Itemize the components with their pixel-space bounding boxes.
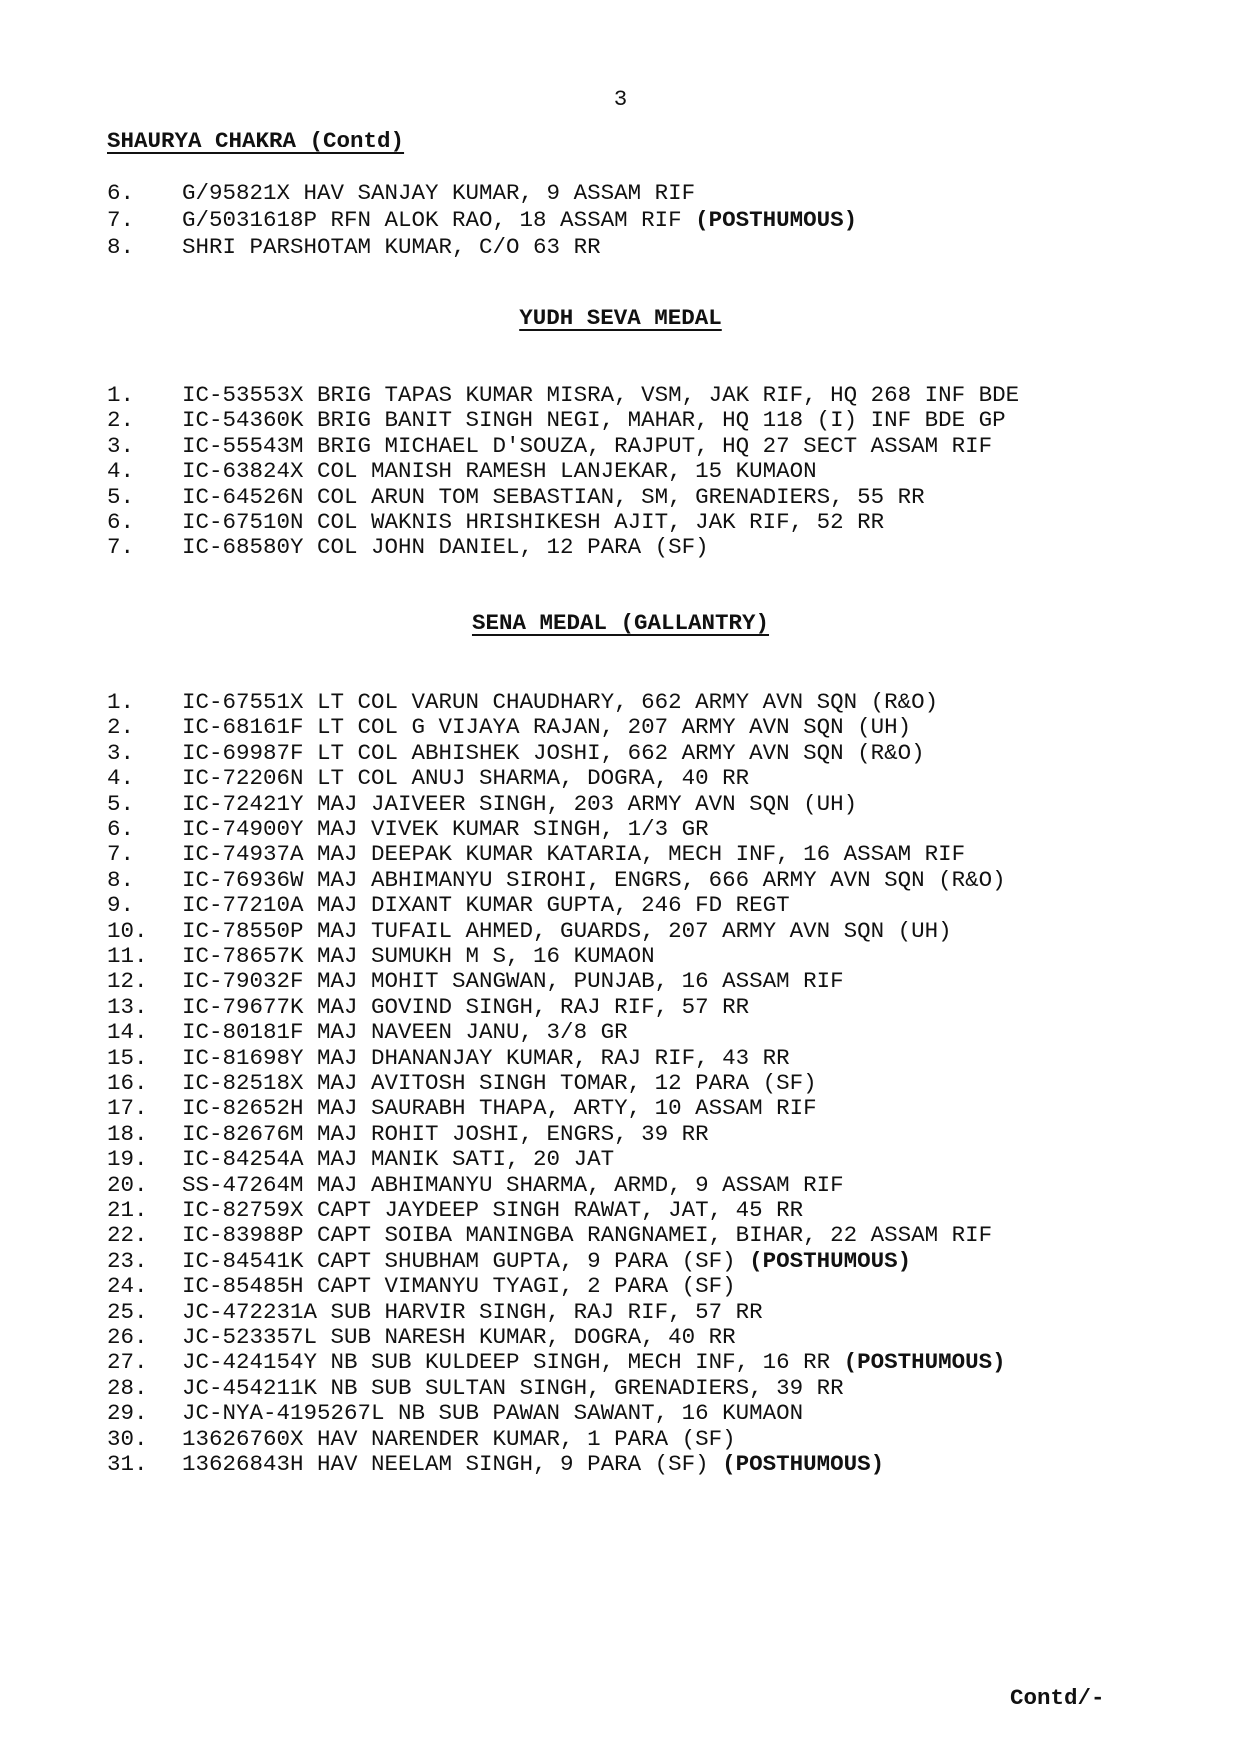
list-item-entry bbox=[182, 1299, 763, 1325]
list-item-text: JC-523357L SUB NARESH KUMAR, DOGRA, 40 RR bbox=[182, 1324, 736, 1350]
list-item-entry bbox=[182, 1248, 911, 1274]
list-item-text: IC-82759X CAPT JAYDEEP SINGH RAWAT, JAT, 45 RR bbox=[182, 1197, 804, 1223]
list-item-entry bbox=[182, 1095, 817, 1121]
list-item-text: IC-69987F LT COL ABHISHEK JOSHI, 662 ARMY AVN SQN (R&O) bbox=[182, 739, 925, 766]
list-item-entry bbox=[182, 1197, 803, 1223]
list-item-number: 19. bbox=[107, 1146, 148, 1173]
list-item-number: 14. bbox=[107, 1019, 148, 1046]
list-item-entry bbox=[182, 1349, 1006, 1375]
list-item-text: IC-72421Y MAJ JAIVEER SINGH, 203 ARMY AVN SQN (UH) bbox=[182, 790, 858, 817]
list-item-number: 12. bbox=[107, 968, 148, 995]
list-item-entry bbox=[182, 180, 695, 206]
list-item-text: IC-68580Y COL JOHN DANIEL, 12 PARA (SF) bbox=[182, 534, 709, 561]
list-item-entry bbox=[182, 714, 911, 740]
list-item-text: 13626760X HAV NARENDER KUMAR, 1 PARA (SF) bbox=[182, 1425, 736, 1452]
posthumous-tag: (POSTHUMOUS) bbox=[749, 1247, 912, 1274]
list-item-number: 22. bbox=[107, 1222, 148, 1249]
list-item-text: IC-78550P MAJ TUFAIL AHMED, GUARDS, 207 ARMY AVN SQN (UH) bbox=[182, 917, 952, 944]
list-item-text: IC-67551X LT COL VARUN CHAUDHARY, 662 ARMY AVN SQN (R&O) bbox=[182, 689, 939, 715]
list-item-number: 13. bbox=[107, 993, 148, 1020]
list-item-text: IC-80181F MAJ NAVEEN JANU, 3/8 GR bbox=[182, 1019, 628, 1046]
list-item-text: IC-84254A MAJ MANIK SATI, 20 JAT bbox=[182, 1146, 615, 1173]
section-heading-shaurya-chakra: SHAURYA CHAKRA (Contd) bbox=[107, 128, 405, 154]
list-item-number: 5. bbox=[107, 483, 135, 510]
list-item-text: JC-472231A SUB HARVIR SINGH, RAJ RIF, 57 RR bbox=[182, 1298, 763, 1325]
list-item-number: 24. bbox=[107, 1273, 148, 1300]
list-item-entry bbox=[182, 1019, 628, 1045]
continued-marker: Contd/- bbox=[1010, 1685, 1105, 1711]
list-item-number: 30. bbox=[107, 1425, 148, 1452]
list-item-number: 7. bbox=[107, 841, 135, 868]
list-item-entry bbox=[182, 816, 709, 842]
list-item-text: IC-84541K CAPT SHUBHAM GUPTA, 9 PARA (SF) bbox=[182, 1247, 736, 1274]
list-item-text: IC-79677K MAJ GOVIND SINGH, RAJ RIF, 57 RR bbox=[182, 993, 750, 1020]
list-item-text: IC-82652H MAJ SAURABH THAPA, ARTY, 10 ASSAM RIF bbox=[182, 1095, 817, 1122]
list-item-text: IC-77210A MAJ DIXANT KUMAR GUPTA, 246 FD REGT bbox=[182, 892, 790, 919]
list-item-number: 11. bbox=[107, 943, 148, 969]
list-item-entry bbox=[182, 382, 1019, 408]
list-item-text: IC-64526N COL ARUN TOM SEBASTIAN, SM, GRENADIERS, 55 RR bbox=[182, 483, 925, 510]
list-item-number: 20. bbox=[107, 1171, 148, 1198]
list-item-number: 3. bbox=[107, 739, 135, 766]
list-item-text: IC-68161F LT COL G VIJAYA RAJAN, 207 ARMY AVN SQN (UH) bbox=[182, 714, 912, 741]
list-item-entry bbox=[182, 407, 1006, 433]
list-item-text: IC-63824X COL MANISH RAMESH LANJEKAR, 15 KUMAON bbox=[182, 458, 817, 485]
list-item-entry bbox=[182, 534, 709, 560]
page-number: 3 bbox=[613, 86, 628, 112]
list-item-entry bbox=[182, 867, 1006, 893]
list-item-text: IC-53553X BRIG TAPAS KUMAR MISRA, VSM, JAK RIF, HQ 268 INF BDE bbox=[182, 382, 1020, 408]
list-item-text: G/95821X HAV SANJAY KUMAR, 9 ASSAM RIF bbox=[182, 180, 696, 206]
list-item-entry bbox=[182, 1070, 817, 1096]
list-item-entry bbox=[182, 918, 952, 944]
list-item-text: G/5031618P RFN ALOK RAO, 18 ASSAM RIF bbox=[182, 207, 682, 233]
list-item-number: 6. bbox=[107, 816, 135, 842]
list-item-entry bbox=[182, 765, 749, 791]
list-item-entry bbox=[182, 433, 992, 459]
list-item-entry bbox=[182, 1273, 736, 1299]
list-item-text: IC-78657K MAJ SUMUKH M S, 16 KUMAON bbox=[182, 943, 655, 969]
list-item-number: 7. bbox=[107, 534, 135, 561]
list-item-number: 2. bbox=[107, 407, 135, 434]
list-item-number: 1. bbox=[107, 382, 135, 408]
posthumous-tag: (POSTHUMOUS) bbox=[722, 1451, 885, 1477]
list-item-text: IC-79032F MAJ MOHIT SANGWAN, PUNJAB, 16 ASSAM RIF bbox=[182, 968, 844, 995]
list-item-number: 9. bbox=[107, 892, 135, 919]
list-item-text: JC-424154Y NB SUB KULDEEP SINGH, MECH INF, 16 RR bbox=[182, 1349, 831, 1376]
list-item-entry bbox=[182, 1451, 884, 1477]
list-item-text: IC-54360K BRIG BANIT SINGH NEGI, MAHAR, HQ 118 (I) INF BDE GP bbox=[182, 407, 1006, 434]
list-item-number: 16. bbox=[107, 1070, 148, 1096]
list-item-text: IC-82676M MAJ ROHIT JOSHI, ENGRS, 39 RR bbox=[182, 1120, 709, 1147]
list-item-text: IC-72206N LT COL ANUJ SHARMA, DOGRA, 40 RR bbox=[182, 765, 750, 792]
list-item-text: IC-76936W MAJ ABHIMANYU SIROHI, ENGRS, 666 ARMY AVN SQN (R&O) bbox=[182, 866, 1006, 893]
list-item-entry bbox=[182, 1121, 709, 1147]
list-item-text: SS-47264M MAJ ABHIMANYU SHARMA, ARMD, 9 ASSAM RIF bbox=[182, 1171, 844, 1198]
list-item-entry bbox=[182, 994, 749, 1020]
list-item-entry bbox=[182, 1400, 803, 1426]
list-item-number: 10. bbox=[107, 917, 148, 944]
list-item-entry bbox=[182, 509, 884, 535]
list-item-text: IC-83988P CAPT SOIBA MANINGBA RANGNAMEI, BIHAR, 22 ASSAM RIF bbox=[182, 1222, 993, 1249]
list-item-text: IC-74937A MAJ DEEPAK KUMAR KATARIA, MECH INF, 16 ASSAM RIF bbox=[182, 841, 966, 868]
list-item-number: 25. bbox=[107, 1298, 148, 1325]
list-item-number: 1. bbox=[107, 689, 135, 715]
list-item-text: IC-67510N COL WAKNIS HRISHIKESH AJIT, JAK RIF, 52 RR bbox=[182, 509, 885, 535]
list-item-number: 26. bbox=[107, 1324, 148, 1350]
list-item-entry bbox=[182, 207, 857, 233]
list-item-number: 3. bbox=[107, 432, 135, 459]
list-item-text: IC-55543M BRIG MICHAEL D'SOUZA, RAJPUT, HQ 27 SECT ASSAM RIF bbox=[182, 432, 993, 459]
list-item-text: IC-82518X MAJ AVITOSH SINGH TOMAR, 12 PARA (SF) bbox=[182, 1070, 817, 1096]
list-item-number: 8. bbox=[107, 866, 135, 893]
section-heading-sena-medal-gallantry: SENA MEDAL (GALLANTRY) bbox=[471, 610, 770, 636]
list-item-number: 28. bbox=[107, 1374, 148, 1401]
list-item-entry bbox=[182, 1146, 614, 1172]
list-item-entry bbox=[182, 1172, 844, 1198]
list-item-number: 6. bbox=[107, 180, 135, 206]
list-item-text: IC-85485H CAPT VIMANYU TYAGI, 2 PARA (SF) bbox=[182, 1273, 736, 1300]
posthumous-tag: (POSTHUMOUS) bbox=[695, 207, 858, 233]
list-item-entry bbox=[182, 1324, 736, 1350]
list-item-text: IC-74900Y MAJ VIVEK KUMAR SINGH, 1/3 GR bbox=[182, 816, 709, 842]
list-item-number: 31. bbox=[107, 1451, 148, 1477]
posthumous-tag: (POSTHUMOUS) bbox=[843, 1349, 1006, 1376]
list-item-entry bbox=[182, 1222, 992, 1248]
list-item-number: 6. bbox=[107, 509, 135, 535]
list-item-entry bbox=[182, 1426, 736, 1452]
list-item-number: 18. bbox=[107, 1120, 148, 1147]
list-item-number: 2. bbox=[107, 714, 135, 741]
list-item-entry bbox=[182, 791, 857, 817]
list-item-number: 4. bbox=[107, 765, 135, 792]
list-item-entry bbox=[182, 1375, 844, 1401]
list-item-number: 17. bbox=[107, 1095, 148, 1122]
list-item-text: IC-81698Y MAJ DHANANJAY KUMAR, RAJ RIF, 43 RR bbox=[182, 1044, 790, 1071]
list-item-number: 23. bbox=[107, 1247, 148, 1274]
list-item-entry bbox=[182, 841, 965, 867]
list-item-text: 13626843H HAV NEELAM SINGH, 9 PARA (SF) bbox=[182, 1451, 709, 1477]
list-item-number: 29. bbox=[107, 1400, 148, 1427]
list-item-entry bbox=[182, 1045, 790, 1071]
list-item-text: SHRI PARSHOTAM KUMAR, C/O 63 RR bbox=[182, 234, 601, 260]
list-item-entry bbox=[182, 484, 925, 510]
list-item-entry bbox=[182, 892, 790, 918]
list-item-entry bbox=[182, 740, 925, 766]
list-item-number: 21. bbox=[107, 1197, 148, 1223]
list-item-entry bbox=[182, 968, 844, 994]
list-item-number: 5. bbox=[107, 790, 135, 817]
list-item-number: 4. bbox=[107, 458, 135, 485]
list-item-number: 7. bbox=[107, 207, 135, 233]
list-item-entry bbox=[182, 943, 655, 969]
list-item-entry bbox=[182, 458, 817, 484]
list-item-text: JC-454211K NB SUB SULTAN SINGH, GRENADIERS, 39 RR bbox=[182, 1374, 844, 1401]
section-heading-yudh-seva-medal: YUDH SEVA MEDAL bbox=[519, 305, 722, 331]
list-item-number: 27. bbox=[107, 1349, 148, 1376]
list-item-text: JC-NYA-4195267L NB SUB PAWAN SAWANT, 16 KUMAON bbox=[182, 1400, 804, 1427]
list-item-number: 8. bbox=[107, 234, 135, 260]
list-item-entry bbox=[182, 234, 601, 260]
list-item-number: 15. bbox=[107, 1044, 148, 1071]
list-item-entry bbox=[182, 689, 938, 715]
